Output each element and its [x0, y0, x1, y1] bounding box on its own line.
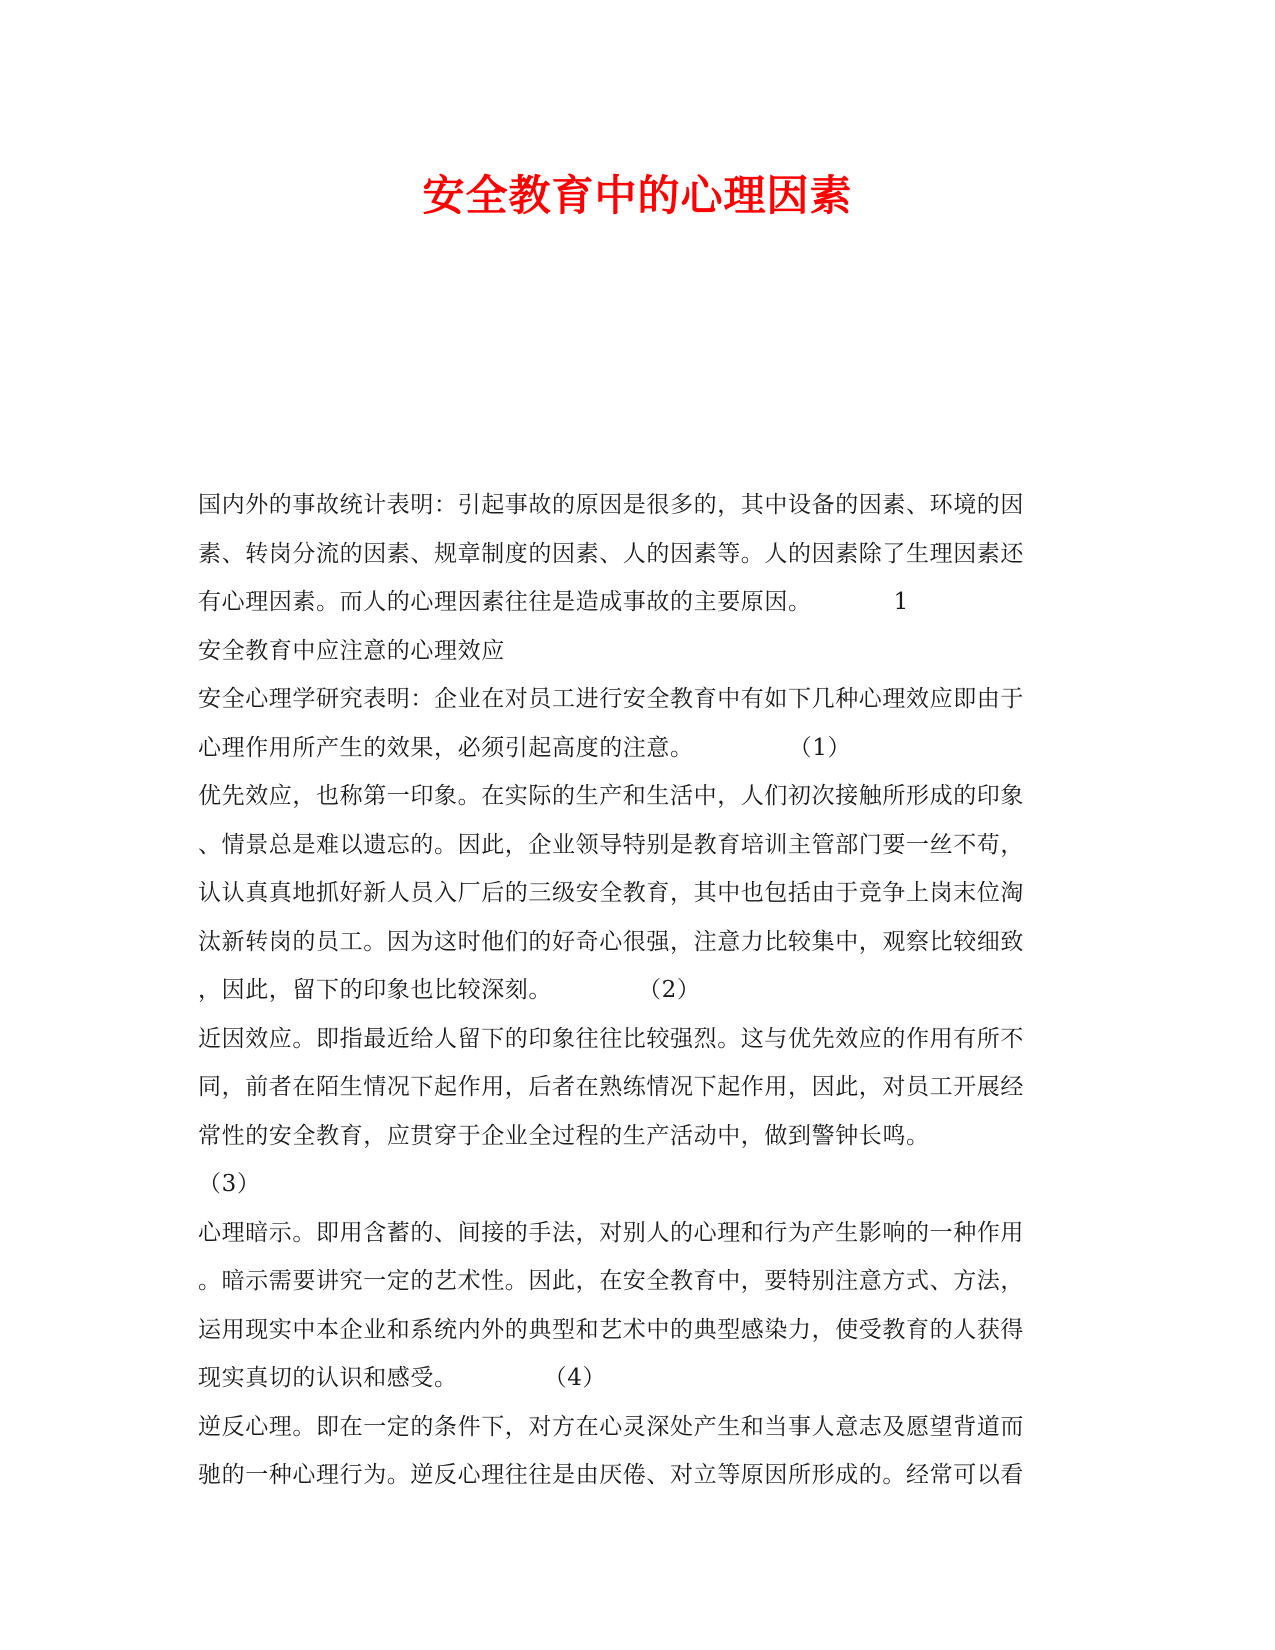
line-text: 、情景总是难以遗忘的。因此，企业领导特别是教育培训主管部门要一丝不苟，	[198, 831, 1024, 858]
paragraph-line	[198, 578, 1078, 627]
heading-text: 安全教育中应注意的心理效应	[198, 637, 505, 664]
line-text: 同，前者在陌生情况下起作用，后者在熟练情况下起作用，因此，对员工开展经	[198, 1074, 1024, 1100]
paragraph-line	[198, 1015, 1078, 1064]
paragraph-line	[198, 1063, 1078, 1112]
line-text: 心理作用所产生的效果，必须引起高度的注意。	[198, 734, 694, 761]
line-text: 运用现实中本企业和系统内外的典型和艺术中的典型感染力，使受教育的人获得	[198, 1316, 1024, 1343]
item-number: （3）	[198, 1171, 261, 1197]
section-heading	[198, 627, 1078, 676]
paragraph-line	[198, 1306, 1078, 1355]
paragraph-line	[198, 724, 1078, 773]
paragraph-line	[198, 1209, 1078, 1258]
paragraph-line	[198, 481, 1078, 530]
paragraph-line	[198, 918, 1078, 967]
paragraph-line	[198, 821, 1078, 870]
paragraph-line	[198, 530, 1078, 579]
item-number: （1）	[788, 734, 852, 761]
line-text: 汰新转岗的员工。因为这时他们的好奇心很强，注意力比较集中，观察比较细致	[198, 928, 1024, 955]
paragraph-line	[198, 1112, 1078, 1161]
line-text: 逆反心理。即在一定的条件下，对方在心灵深处产生和当事人意志及愿望背道而	[198, 1413, 1024, 1440]
paragraph-line	[198, 1403, 1078, 1452]
paragraph-line	[198, 772, 1078, 821]
line-text: ，因此，留下的印象也比较深刻。	[198, 977, 552, 1003]
item-number: （4）	[543, 1365, 607, 1391]
paragraph-line	[198, 966, 1078, 1015]
line-text: 优先效应，也称第一印象。在实际的生产和生活中，人们初次接触所形成的印象	[198, 783, 1024, 809]
line-text: 驰的一种心理行为。逆反心理往往是由厌倦、对立等原因所形成的。经常可以看	[198, 1462, 1024, 1488]
line-text: 素、转岗分流的因素、规章制度的因素、人的因素等。人的因素除了生理因素还	[198, 540, 1024, 567]
document-title: 安全教育中的心理因素	[422, 171, 853, 220]
paragraph-line	[198, 869, 1078, 918]
line-text: 。暗示需要讲究一定的艺术性。因此，在安全教育中，要特别注意方式、方法，	[198, 1268, 1024, 1294]
paragraph-line	[198, 1354, 1078, 1403]
line-text: 有心理因素。而人的心理因素往往是造成事故的主要原因。	[198, 589, 812, 615]
paragraph-line	[198, 1160, 1078, 1209]
line-text: 常性的安全教育，应贯穿于企业全过程的生产活动中，做到警钟长鸣。	[198, 1122, 930, 1149]
item-number: （2）	[638, 977, 701, 1003]
paragraph-line	[198, 1257, 1078, 1306]
line-text: 现实真切的认识和感受。	[198, 1365, 458, 1391]
document-body	[198, 481, 1078, 1500]
line-text: 安全心理学研究表明：企业在对员工进行安全教育中有如下几种心理效应即由于	[198, 686, 1024, 712]
line-text: 认认真真地抓好新人员入厂后的三级安全教育，其中也包括由于竞争上岗末位淘	[198, 880, 1024, 906]
line-text: 近因效应。即指最近给人留下的印象往往比较强烈。这与优先效应的作用有所不	[198, 1025, 1024, 1052]
line-text: 心理暗示。即用含蓄的、间接的手法，对别人的心理和行为产生影响的一种作用	[198, 1219, 1024, 1246]
section-number: 1	[893, 589, 909, 615]
line-text: 国内外的事故统计表明：引起事故的原因是很多的，其中设备的因素、环境的因	[198, 492, 1024, 518]
paragraph-line	[198, 1451, 1078, 1500]
paragraph-line	[198, 675, 1078, 724]
